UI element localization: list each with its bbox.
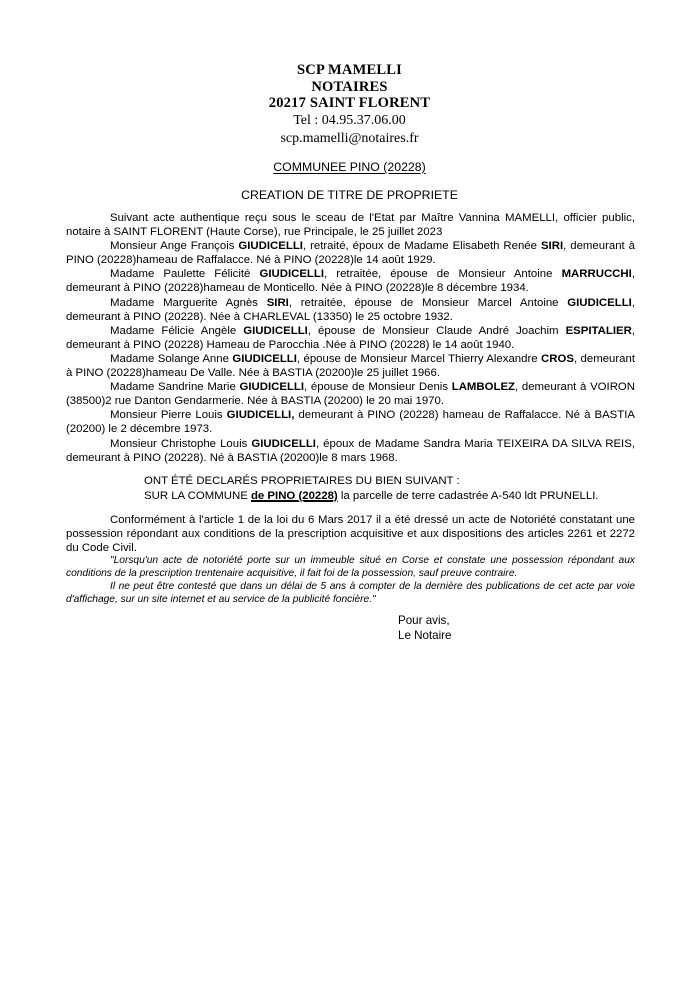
party-pre: Madame Paulette Félicité xyxy=(110,268,260,281)
party-spouse-surname: CROS xyxy=(541,352,574,365)
signature-line-2: Le Notaire xyxy=(398,629,452,643)
declaration-heading: ONT ÉTÉ DECLARÉS PROPRIETAIRES DU BIEN SUIVANT : xyxy=(144,475,460,487)
party-surname: GIUDICELLI xyxy=(232,352,297,365)
declaration-commune-emphasis: de PINO (20228) xyxy=(250,489,338,502)
legal-quote-paragraph-1: "Lorsqu'un acte de notoriété porte sur un immeuble situé en Corse et constate une possession répondant aux conditions de la prescription trentenaire acquisitive, il fait foi de la possession, sauf preuve contraire. xyxy=(66,555,635,580)
declaration-block xyxy=(66,474,635,503)
party-surname: SIRI xyxy=(266,296,289,309)
party-spouse-surname: ESPITALIER xyxy=(565,324,632,337)
party-paragraph xyxy=(66,239,635,267)
party-post: , demeurant à PINO (20228). Née à CHARLEVAL (13350) le 25 octobre 1932. xyxy=(66,296,635,323)
party-mid: demeurant à PINO (20228) hameau de Raffalacce. Né à BASTIA (20200) le 2 décembre 1973. xyxy=(66,409,635,436)
party-pre: Madame Solange Anne xyxy=(110,352,233,365)
party-mid: , retraité, époux de Madame Elisabeth Renée xyxy=(302,240,541,253)
party-post: , demeurant à VOIRON (38500)2 rue Danton Gendarmerie. Née à BASTIA (20200) le 20 mai 1970. xyxy=(66,381,636,408)
party-mid: , épouse de Monsieur Denis xyxy=(304,381,452,394)
party-surname: GIUDICELLI xyxy=(243,324,308,337)
party-post: , demeurant à PINO (20228)hameau de Raffalacce. Né à PINO (20228)le 14 août 1929. xyxy=(66,240,635,267)
letterhead xyxy=(0,62,699,148)
party-post: , demeurant à PINO (20228)hameau De Valle. Née à BASTIA (20200)le 25 juillet 1966. xyxy=(66,352,635,380)
party-mid: , époux de Madame Sandra Maria TEIXEIRA DA SILVA REIS, demeurant à PINO (20228). Né à BASTIA (20200)le 8 mars 1968. xyxy=(66,437,635,464)
legal-quote-block xyxy=(66,554,635,606)
party-paragraph xyxy=(66,380,635,408)
party-pre: Madame Félicie Angèle xyxy=(110,324,244,337)
party-post: , demeurant à PINO (20228)hameau de Monticello. Née à PINO (20228)le 8 décembre 1934. xyxy=(66,268,635,295)
party-spouse-surname: MARRUCCHI xyxy=(561,268,632,281)
party-spouse-surname: LAMBOLEZ xyxy=(451,381,516,394)
declaration-parcel-post: la parcelle de terre cadastrée A-540 ldt PRUNELLI. xyxy=(337,489,599,502)
party-paragraph xyxy=(66,296,635,324)
firm-name: SCP MAMELLI xyxy=(297,62,402,78)
declaration-parcel xyxy=(66,489,635,504)
party-surname: GIUDICELLI xyxy=(251,437,316,450)
party-surname: GIUDICELLI xyxy=(259,268,325,281)
party-spouse-surname: SIRI xyxy=(540,240,564,253)
party-mid: , épouse de Monsieur Marcel Thierry Alexandre xyxy=(296,352,542,365)
party-paragraph xyxy=(66,352,635,380)
page-title: CREATION DE TITRE DE PROPRIETE xyxy=(241,188,458,202)
party-paragraph xyxy=(66,324,635,352)
conformity-block xyxy=(66,513,635,555)
party-paragraph xyxy=(66,267,635,295)
party-pre: Madame Sandrine Marie xyxy=(110,381,240,394)
party-pre: Madame Marguerite Agnès xyxy=(110,296,267,309)
party-mid: , retraitée, épouse de Monsieur Marcel Antoine xyxy=(288,296,568,309)
party-paragraph xyxy=(66,437,635,465)
signature-line-1: Pour avis, xyxy=(398,614,450,627)
party-paragraph xyxy=(66,408,635,436)
firm-profession: NOTAIRES xyxy=(311,78,388,95)
party-mid: , retraitée, épouse de Monsieur Antoine xyxy=(324,268,562,281)
signature-block xyxy=(398,613,452,644)
commune-heading xyxy=(0,160,699,174)
party-surname: GIUDICELLI xyxy=(239,381,305,394)
legal-quote-paragraph-2: Il ne peut être contesté que dans un délai de 5 ans à compter de la dernière des publications de cet acte par voie d'affichage, sur un site internet et au service de la publicité foncière." xyxy=(66,581,635,606)
firm-phone: Tel : 04.95.37.06.00 xyxy=(293,112,406,128)
party-pre: Monsieur Christophe Louis xyxy=(110,437,252,450)
commune-heading-text: COMMUNEE PINO (20228) xyxy=(273,160,426,174)
firm-email: scp.mamelli@notaires.fr xyxy=(280,130,419,146)
party-post: , demeurant à PINO (20228) Hameau de Parocchia .Née à PINO (20228) le 14 août 1940. xyxy=(66,324,635,351)
party-pre: Monsieur Ange François xyxy=(110,240,239,253)
intro-paragraph: Suivant acte authentique reçu sous le sceau de l'Etat par Maître Vannina MAMELLI, officier public, notaire à SAINT FLORENT (Haute Corse), rue Principale, le 25 juillet 2023 xyxy=(66,212,635,239)
conformity-paragraph: Conformément à l'article 1 de la loi du 6 Mars 2017 il a été dressé un acte de Notoriété constatant une possession répondant aux conditions de la prescription acquisitive et aux dispositions des articles 2261 et 2272 du Code Civil. xyxy=(66,514,635,555)
party-pre: Monsieur Pierre Louis xyxy=(110,409,227,422)
parties-body xyxy=(66,211,635,465)
party-surname: GIUDICELLI xyxy=(238,240,303,253)
party-surname: GIUDICELLI, xyxy=(226,409,295,422)
declaration-parcel-pre: SUR LA COMMUNE xyxy=(144,489,251,502)
firm-address: 20217 SAINT FLORENT xyxy=(268,95,431,111)
party-spouse-surname: GIUDICELLI xyxy=(567,296,632,309)
party-mid: , épouse de Monsieur Claude André Joachim xyxy=(307,324,566,337)
